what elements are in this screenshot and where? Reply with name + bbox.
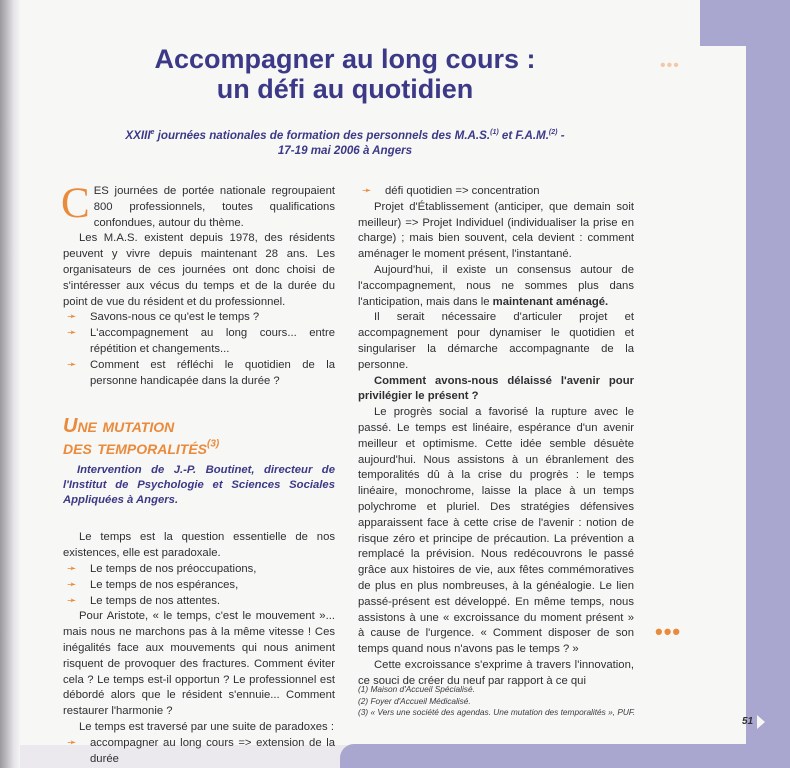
title-line-2: un défi au quotidien xyxy=(216,74,474,104)
page-number: 51 xyxy=(742,716,754,727)
list-item xyxy=(63,310,335,326)
arrow-icon: ➛ xyxy=(67,562,77,575)
list-item xyxy=(63,736,335,768)
arrow-icon: ➛ xyxy=(67,327,77,340)
subtitle-date: 17-19 mai 2006 à Angers xyxy=(277,144,413,157)
section-heading xyxy=(63,415,335,459)
list-item-text: L'accompagnement au long cours... entre répétition et changements... xyxy=(90,327,335,355)
list-item-text: Le temps de nos attentes. xyxy=(90,594,220,607)
list-item-text: Savons-nous ce qu'est le temps ? xyxy=(90,311,260,324)
list-item xyxy=(358,184,634,200)
footnote: (3) « Vers une société des agendas. Une mutation des temporalités », PUF. xyxy=(358,707,636,717)
arrow-icon: ➛ xyxy=(362,185,372,197)
list-item xyxy=(63,578,335,594)
list-item-text: défi quotidien => concentration xyxy=(385,185,540,197)
title-line-1: Accompagner au long cours : xyxy=(154,44,536,74)
paragraph: Il serait nécessaire d'articuler projet et accompagnement pour dynamiser le quotidien et singulariser la démarche accompagnante de la personne. xyxy=(358,311,634,371)
paragraph: Les M.A.S. existent depuis 1978, des résidents peuvent y vivre depuis maintenant 28 ans. Les organisateurs de ces journées ont donc choisi de s'intéresser aux vécus du temps et de la durée du point de vue du résident et du professionnel. xyxy=(63,232,335,308)
paragraph: Cette excroissance s'exprime à travers l'innovation, ce souci de créer du neuf par rapport à ce qui xyxy=(358,658,634,687)
list-item xyxy=(63,326,335,358)
drop-cap: C xyxy=(61,180,90,227)
subtitle-sup-e: e xyxy=(150,129,155,137)
paragraph-text: Aujourd'hui, il existe un consensus autour de l'accompagnement, nous ne sommes plus dans l'anticipation, mais dans le xyxy=(358,263,634,308)
arrow-icon: ➛ xyxy=(67,311,77,324)
subtitle-note-1: (1) xyxy=(490,129,499,137)
subtitle-note-2: (2) xyxy=(548,129,558,137)
list-item-text: Le temps de nos espérances, xyxy=(90,578,239,591)
arrow-icon: ➛ xyxy=(67,736,77,749)
paragraph: Le temps est la question essentielle de nos existences, elle est paradoxale. xyxy=(63,531,335,560)
arrow-icon: ➛ xyxy=(67,594,77,607)
subtitle xyxy=(90,128,600,158)
list-item-text: accompagner au long cours => extension de la durée xyxy=(90,736,335,765)
column-left xyxy=(61,180,335,767)
footnotes xyxy=(358,684,648,719)
paragraph xyxy=(358,263,634,310)
page-title xyxy=(90,44,600,104)
arrow-icon: ➛ xyxy=(67,578,77,591)
subtitle-text: journées nationales de formation des personnels des M.A.S. xyxy=(154,129,491,142)
section-heading-line-2: des temporalités xyxy=(63,437,208,460)
intro-text: ES journées de portée nationale regroupaient 800 professionnels, toutes qualifications confondues, autour du thème. xyxy=(93,185,335,229)
footnote: (2) Foyer d'Accueil Médicalisé. xyxy=(358,695,471,706)
arrow-icon: ➛ xyxy=(67,358,77,371)
speaker-credit: Intervention de J.-P. Boutinet, directeur de l'Institut de Psychologie et Sciences Sociales Appliquées à Angers. xyxy=(63,464,335,507)
page-tab-arrow xyxy=(757,715,765,729)
list-item-text: Comment est réfléchi le quotidien de la personne handicapée dans la durée ? xyxy=(90,358,335,387)
list-item xyxy=(63,594,335,610)
paragraph: Le temps est traversé par une suite de paradoxes : xyxy=(79,720,334,733)
side-band xyxy=(746,0,790,768)
book-spine xyxy=(0,0,20,768)
section-note: (3) xyxy=(207,438,220,450)
list-item-text: Le temps de nos préoccupations, xyxy=(90,562,257,575)
faint-dots: ••• xyxy=(660,57,680,74)
emphasis-text: maintenant aménagé. xyxy=(492,295,609,308)
intro-paragraph xyxy=(61,180,335,231)
footnote: (1) Maison d'Accueil Spécialisé. xyxy=(358,684,475,694)
section-heading-line-1: Une mutation xyxy=(63,415,175,438)
subtitle-roman: XXIII xyxy=(125,129,151,142)
bold-question: Comment avons-nous délaissé l'avenir pour privilégier le présent ? xyxy=(358,374,634,403)
continuation-dots: ••• xyxy=(655,619,682,644)
list-item xyxy=(63,358,335,390)
column-right xyxy=(358,184,634,690)
paragraph: Projet d'Établissement (anticiper, que demain soit meilleur) => Projet Individuel (individualiser la prise en charge) ; mais bien souvent, cela devient : comment aménager le moment présent, l'instantané. xyxy=(358,200,634,261)
paragraph: Pour Aristote, « le temps, c'est le mouvement »... mais nous ne marchons pas à la même vitesse ! Ces inégalités face aux mouvements qui nous animent risquent de provoquer des fractures. Comment éviter cela ? Le temps est-il opportun ? Le professionnel est débordé alors que le résident s'ennuie... Comment restaurer l'harmonie ? xyxy=(63,610,335,718)
subtitle-dash: - xyxy=(557,129,565,142)
subtitle-text-2: et F.A.M. xyxy=(498,129,549,142)
bottom-accent xyxy=(340,744,790,768)
list-item xyxy=(63,562,335,578)
paragraph: Le progrès social a favorisé la rupture avec le passé. Le temps est linéaire, espérance d'un avenir meilleur et optimisme. Cette idée semble désuète aujourd'hui. Nous assistons à un ébranlement des temporalités dû à la crise du progrès : le temps linéaire, monochrome, laisse la place à un temps polychrome et pluriel. Des stratégies défensives apparaissent face à cette crise de l'avenir : notion de risque zéro et principe de précaution. La prévention a remplacé la prévision. Nous redécouvrons le passé grâce aux histoires de vie, aux fêtes commémoratives de plus en plus nombreuses, à la généalogie. Le lien passé-présent est développé. En même temps, nous assistons à une « excroissance du moment présent » à cause de l'urgence. « Comment disposer de son temps quand nous n'avons pas le temps ? » xyxy=(358,406,634,656)
